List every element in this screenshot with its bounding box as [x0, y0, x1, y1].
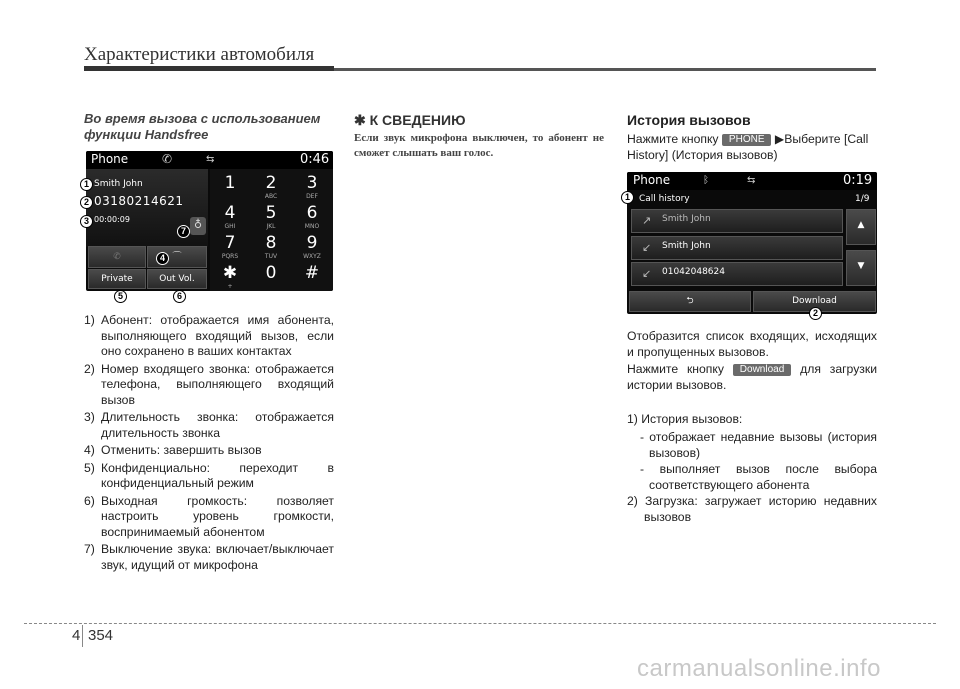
list-subitem: - выполняет вызов после выбора соответствующего абонента	[640, 462, 877, 492]
caller-number: 03180214621	[94, 194, 184, 208]
list-item: 2) Номер входящего звонка: отображается телефона, выполняющего входящий вызов	[84, 361, 334, 407]
bluetooth-icon: ᛒ	[703, 175, 709, 186]
handsfree-items	[84, 313, 334, 575]
page-number: 354	[88, 627, 114, 644]
history-items	[627, 411, 877, 525]
watermark: carmanualsonline.info	[637, 655, 881, 682]
dial-keypad	[210, 169, 333, 291]
microphone-icon: ♁	[194, 218, 203, 231]
key-9[interactable]: 9 WXYZ	[303, 233, 321, 260]
callout-2: 2	[80, 196, 93, 209]
call-history-instruction: Нажмите кнопку PHONE ▶Выберите [Call History] (История вызовов)	[627, 132, 869, 162]
callout-2: 2	[809, 307, 822, 320]
call-history-heading: Call history	[639, 194, 690, 204]
history-row-3[interactable]: ↙ 01042048624	[631, 262, 843, 286]
download-label: Download	[792, 296, 837, 306]
missed-call-icon: ↙	[642, 267, 652, 280]
arrow-up-icon: ▲	[857, 220, 865, 230]
header-rule-accent	[84, 66, 334, 71]
handset-icon: ✆	[113, 252, 121, 262]
private-button[interactable]	[88, 269, 146, 289]
list-item: 7) Выключение звука: включает/выключает звук, идущий от микрофона	[84, 542, 334, 572]
app-title: Phone	[633, 173, 671, 187]
arrow-down-icon: ▼	[857, 261, 865, 271]
back-button[interactable]	[629, 291, 751, 312]
key-8[interactable]: 8 TUV	[264, 233, 278, 260]
download-instruction: Нажмите кнопку Download для загрузки истории вызовов.	[627, 362, 878, 392]
usb-icon: ⇆	[747, 175, 756, 186]
key-0[interactable]: 0	[265, 263, 277, 283]
note-title: ✱ К СВЕДЕНИЮ	[354, 112, 466, 128]
callout-6: 6	[173, 290, 186, 303]
list-item: 1) История вызовов:	[627, 412, 743, 426]
page-indicator: 1/9	[855, 194, 870, 204]
download-button-label: Download	[733, 364, 791, 376]
page-header-title: Характеристики автомобиля	[84, 44, 315, 65]
callout-3: 3	[80, 215, 93, 228]
key-6[interactable]: 6 MNO	[304, 203, 320, 230]
handset-icon: ✆	[162, 152, 173, 166]
footer-divider	[82, 625, 83, 647]
callout-4: 4	[156, 252, 169, 265]
handsfree-screen	[86, 151, 333, 291]
hang-up-icon: ⌒	[172, 252, 182, 262]
list-item: 1) Абонент: отображается имя абонента, выполняющего входящий вызов, если оно сохранено в ваших контактах	[84, 313, 334, 358]
outgoing-call-icon: ↗	[642, 214, 652, 227]
call-duration: 00:00:09	[94, 215, 130, 224]
history-row-1[interactable]: ↗ Smith John	[631, 209, 843, 233]
key-4[interactable]: 4 GHI	[224, 203, 236, 230]
key-5[interactable]: 5 JKL	[265, 203, 277, 230]
caller-name: Smith John	[94, 179, 143, 189]
list-item: 2) Загрузка: загружает историю недавних вызовов	[627, 494, 877, 524]
private-label: Private	[101, 274, 133, 284]
key-1[interactable]: 1	[224, 173, 236, 193]
key-hash[interactable]: #	[304, 263, 320, 283]
callout-7: 7	[177, 225, 190, 238]
key-2[interactable]: 2 ABC	[264, 173, 278, 200]
out-vol-button[interactable]	[147, 269, 207, 289]
list-item: 5) Конфиденциально: переходит в конфиденциальный режим	[84, 460, 334, 490]
list-item: 4) Отменить: завершить вызов	[84, 443, 262, 457]
footer-rule	[24, 623, 936, 624]
callout-5: 5	[114, 290, 127, 303]
app-title: Phone	[91, 152, 129, 166]
list-item: 3) Длительность звонка: отображается длительность звонка	[84, 410, 334, 440]
usb-icon: ⇆	[206, 154, 215, 165]
incoming-call-icon: ↙	[642, 241, 652, 254]
key-7[interactable]: 7 PQRS	[221, 233, 239, 260]
arrow-right-icon: ▶	[774, 132, 785, 146]
list-subitem: - отображает недавние вызовы (история вызовов)	[640, 430, 877, 460]
history-description: Отобразится список входящих, исходящих и пропущенных вызовов.	[627, 329, 877, 359]
callout-1: 1	[80, 178, 93, 191]
phone-button-label: PHONE	[722, 134, 772, 146]
mute-button[interactable]	[190, 217, 206, 235]
key-3[interactable]: 3 DEF	[306, 173, 318, 200]
accept-call-button[interactable]	[88, 246, 146, 268]
clock: 0:46	[300, 152, 330, 167]
section-number: 4	[72, 627, 81, 644]
clock: 0:19	[843, 173, 873, 188]
call-history-title: История вызовов	[627, 112, 751, 128]
handsfree-subtitle: Во время вызова с использованием функции Handsfree	[84, 111, 321, 142]
key-star[interactable]: ✱ +	[222, 263, 238, 290]
note-body: Если звук микрофона выключен, то абонент не сможет слышать ваш голос.	[354, 132, 604, 159]
back-icon: ⮌	[686, 296, 694, 306]
callout-1: 1	[621, 191, 634, 204]
list-item: 6) Выходная громкость: позволяет настроить уровень громкости, воспринимаемый абонентом	[84, 493, 334, 539]
scroll-up-button[interactable]	[846, 209, 876, 245]
history-row-2[interactable]: ↙ Smith John	[631, 236, 843, 260]
scroll-down-button[interactable]	[846, 250, 876, 286]
call-history-screen	[627, 172, 877, 314]
out-vol-label: Out Vol.	[159, 274, 195, 284]
